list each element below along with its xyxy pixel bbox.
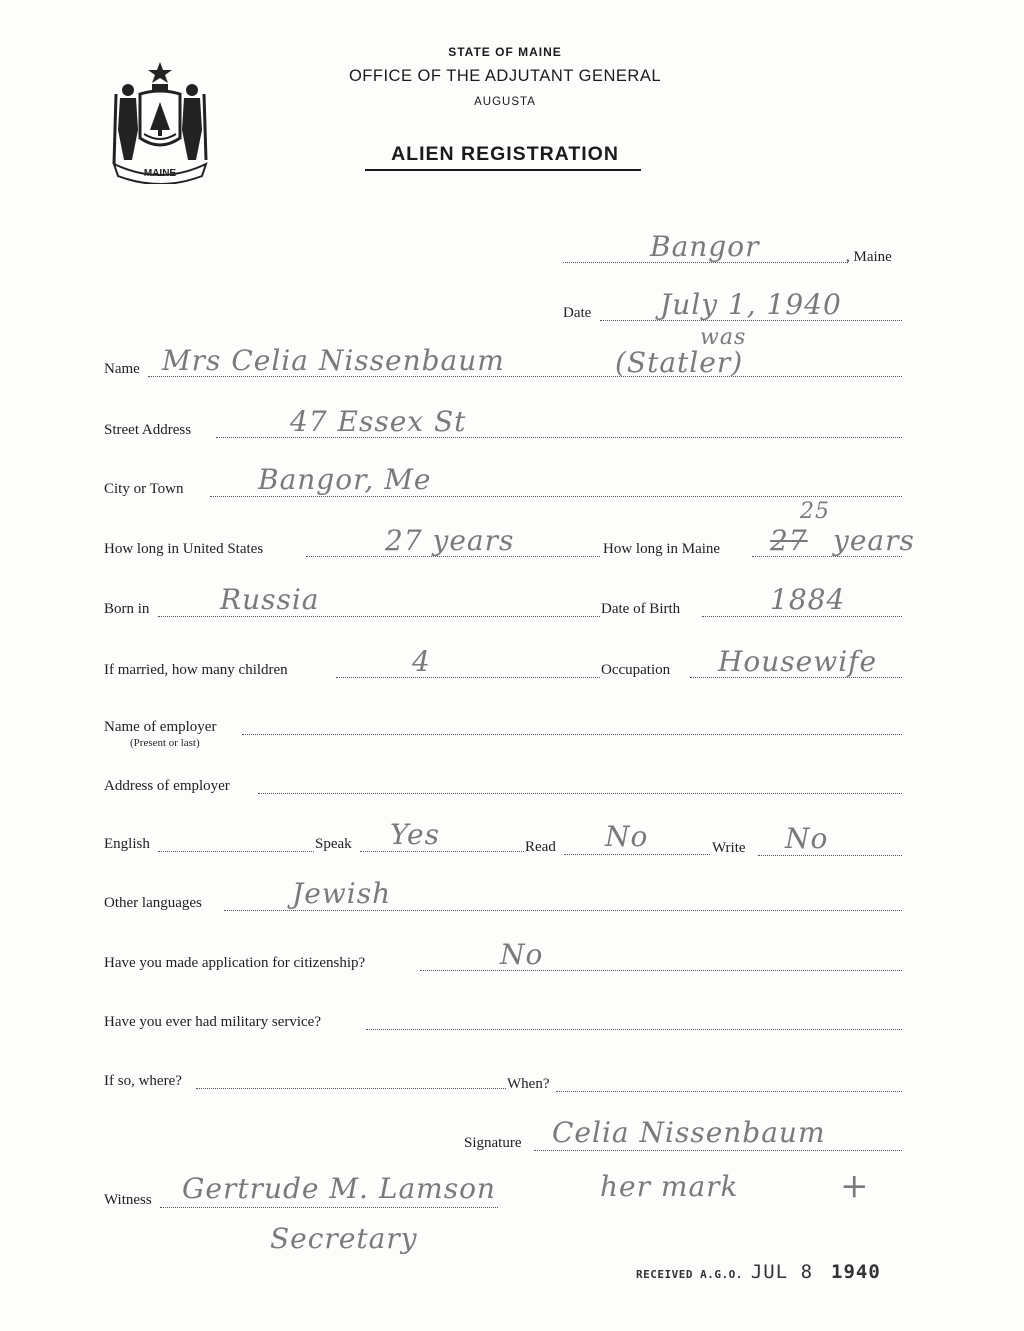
other-languages-line [224, 910, 902, 911]
where-line [196, 1088, 506, 1089]
occupation-value: Housewife [718, 645, 878, 678]
english-read-label: Read [525, 839, 556, 855]
employer-address-line [258, 793, 902, 794]
english-label: English [104, 836, 150, 852]
header-state: STATE OF MAINE [448, 45, 562, 59]
citizenship-label: Have you made application for citizenship? [104, 955, 366, 971]
stamp-date: JUL 8 [750, 1261, 814, 1283]
place-suffix: , Maine [846, 249, 892, 265]
name-annotation: was [700, 325, 747, 350]
received-stamp [636, 1261, 881, 1283]
witness-value: Gertrude M. Lamson [182, 1172, 496, 1205]
citizenship-value: No [500, 938, 544, 971]
city-label: City or Town [104, 481, 184, 497]
signature-mark-symbol: + [840, 1166, 870, 1206]
when-line [556, 1091, 902, 1092]
date-label: Date [563, 305, 592, 321]
born-in-label: Born in [104, 601, 150, 617]
city-line [210, 496, 902, 497]
where-label: If so, where? [104, 1073, 182, 1089]
english-speak-label: Speak [315, 836, 352, 852]
military-label: Have you ever had military service? [104, 1014, 321, 1030]
witness-title: Secretary [270, 1222, 418, 1255]
name-maiden: (Statler) [615, 346, 744, 379]
english-speak-value: Yes [390, 818, 440, 851]
born-in-line [158, 616, 600, 617]
stamp-received: RECEIVED A.G.O. [636, 1268, 743, 1281]
street-label: Street Address [104, 422, 192, 438]
name-value: Mrs Celia Nissenbaum [162, 344, 505, 377]
svg-text:MAINE: MAINE [143, 168, 177, 179]
when-label: When? [507, 1076, 550, 1092]
employer-name-line [242, 734, 902, 735]
how-long-maine-correction: 25 [800, 499, 830, 524]
employer-name-sublabel: (Present or last) [130, 737, 200, 749]
signature-value: Celia Nissenbaum [552, 1116, 826, 1149]
signature-line [534, 1150, 902, 1151]
stamp-year: 1940 [831, 1261, 881, 1283]
english-write-label: Write [712, 840, 746, 856]
english-read-value: No [605, 820, 649, 853]
date-of-birth-label: Date of Birth [601, 601, 681, 617]
title-underline [365, 169, 641, 171]
form-title: ALIEN REGISTRATION [391, 143, 619, 165]
signature-mark-text: her mark [600, 1170, 739, 1203]
witness-line [160, 1207, 498, 1208]
state-seal-icon [106, 60, 214, 184]
name-label: Name [104, 361, 140, 377]
date-of-birth-line [702, 616, 902, 617]
other-languages-label: Other languages [104, 895, 202, 911]
english-write-line [758, 855, 902, 856]
how-long-maine-struck: 27 [770, 524, 808, 557]
employer-address-label: Address of employer [104, 778, 230, 794]
citizenship-line [420, 970, 902, 971]
how-long-maine-label: How long in Maine [603, 541, 721, 557]
witness-label: Witness [104, 1192, 152, 1208]
children-label: If married, how many children [104, 662, 288, 678]
header-city: AUGUSTA [474, 96, 536, 108]
children-value: 4 [412, 645, 431, 678]
how-long-us-label: How long in United States [104, 541, 264, 557]
how-long-us-value: 27 years [385, 524, 515, 557]
employer-name-label: Name of employer [104, 719, 217, 735]
place-value: Bangor [650, 230, 760, 263]
english-read-line [564, 854, 710, 855]
city-value: Bangor, Me [258, 463, 432, 496]
header-office: OFFICE OF THE ADJUTANT GENERAL [348, 67, 662, 85]
born-in-value: Russia [220, 583, 320, 616]
english-line [158, 851, 314, 852]
date-of-birth-value: 1884 [770, 583, 846, 616]
english-write-value: No [785, 822, 829, 855]
military-line [366, 1029, 902, 1030]
other-languages-value: Jewish [292, 877, 392, 910]
children-line [336, 677, 600, 678]
english-speak-line [360, 851, 524, 852]
occupation-label: Occupation [601, 662, 671, 678]
how-long-maine-suffix: years [833, 524, 915, 557]
street-value: 47 Essex St [290, 405, 467, 438]
date-value: July 1, 1940 [660, 288, 842, 321]
signature-label: Signature [464, 1135, 522, 1151]
